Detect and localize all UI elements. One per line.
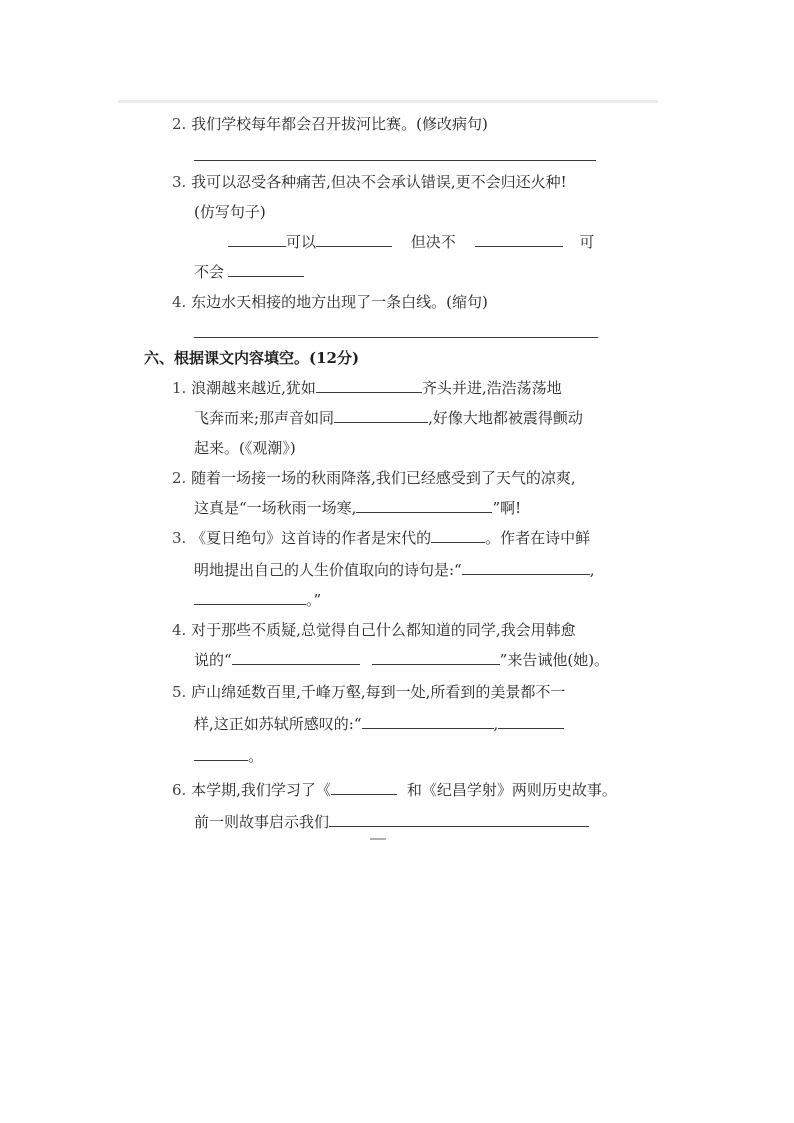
s6-q5-blank-1[interactable] [362, 714, 494, 729]
s6-q6-text-a: 本学期,我们学习了《 [191, 781, 331, 799]
s6-q3-text-b: 。作者在诗中鲜 [485, 529, 591, 547]
s6-q5-text-a: 庐山绵延数百里,千峰万壑,每到一处,所看到的美景都不一 [191, 683, 566, 701]
s5-q3 [172, 172, 567, 192]
s6-q2-blank-1[interactable] [356, 498, 492, 513]
page-number-mark [370, 838, 386, 846]
s6-q1-text-a: 浪潮越来越近,犹如 [191, 379, 316, 397]
s5-q3-frag3: 可 [579, 233, 595, 251]
s6-q5-text-b: 样,这正如苏轼所感叹的:“ [194, 715, 362, 733]
s6-q2-text-a: 随着一场接一场的秋雨降落,我们已经感受到了天气的凉爽, [191, 469, 576, 487]
s6-q4-blank-2[interactable] [372, 650, 500, 665]
s6-q1-text-d: ,好像大地都被震得颤动 [428, 409, 583, 427]
s6-q6-text-b: 和《纪昌学射》两则历史故事。 [406, 781, 617, 799]
s6-q1-line3: 起来。(《观潮》) [194, 439, 296, 457]
s6-q3-number: 3. [172, 529, 187, 547]
s5-q3-blank-2[interactable] [316, 232, 392, 247]
s6-q3-text-d: , [589, 561, 595, 579]
s6-q3-blank-3[interactable] [194, 590, 306, 605]
s6-q1-blank-2[interactable] [334, 408, 428, 423]
s6-q5-number: 5. [172, 683, 187, 701]
s6-q5-line1 [172, 682, 565, 702]
s6-q1-line1 [172, 378, 562, 398]
s6-q6-line1 [172, 780, 617, 800]
s5-q3-frag2: 但决不 [410, 233, 456, 251]
s5-q4-number: 4. [172, 293, 187, 311]
section-6-heading: 六、根据课文内容填空。(12分) [144, 349, 360, 367]
s5-q2 [172, 114, 488, 134]
s6-q2-line1 [172, 468, 576, 488]
s6-q1-line2 [194, 408, 583, 428]
s6-q1-number: 1. [172, 379, 187, 397]
s6-q6-text-c: 前一则故事启示我们 [194, 813, 330, 831]
s6-q6-blank-1[interactable] [331, 780, 397, 795]
s6-q4-text-b: 说的“ [194, 651, 232, 669]
s6-q4-line2 [194, 650, 609, 670]
s6-q5-line2 [194, 714, 564, 734]
s6-q5-blank-2[interactable] [498, 714, 564, 729]
s6-q5-text-d: 。 [248, 747, 264, 765]
s5-q3-frag4: 不会 [194, 263, 225, 281]
s5-q2-answer-line [194, 160, 596, 161]
s6-q2-number: 2. [172, 469, 187, 487]
s6-q3-line3 [194, 590, 321, 610]
s6-q1-text-c: 飞奔而来;那声音如同 [194, 409, 335, 427]
s5-q4-text: 东边水天相接的地方出现了一条白线。(缩句) [191, 293, 488, 311]
s5-q3-blank-3[interactable] [475, 232, 563, 247]
s5-q3-text: 我可以忍受各种痛苦,但决不会承认错误,更不会归还火种! [191, 173, 567, 191]
s5-q2-number: 2. [172, 115, 187, 133]
s6-q4-blank-1[interactable] [232, 650, 360, 665]
s6-q2-line2 [194, 498, 521, 518]
s6-q3-text-c: 明地提出自己的人生价值取向的诗句是:“ [194, 561, 462, 579]
s6-q3-text-e: 。” [306, 591, 322, 609]
s6-q2-text-c: ”啊! [492, 499, 522, 517]
s5-q3-template-line2 [194, 262, 304, 282]
s6-q6-line2 [194, 812, 589, 832]
s5-q3-hint: (仿写句子) [194, 203, 266, 221]
s6-q1-blank-1[interactable] [316, 378, 422, 393]
s6-q5-line3 [194, 746, 263, 766]
s5-q2-text: 我们学校每年都会召开拔河比赛。(修改病句) [191, 115, 488, 133]
s6-q1-text-b: 齐头并进,浩浩荡荡地 [421, 379, 562, 397]
s5-q3-blank-4[interactable] [228, 262, 304, 277]
s5-q4-answer-line [194, 337, 598, 338]
s6-q3-line1 [172, 528, 590, 548]
s5-q3-frag1: 可以 [286, 233, 317, 251]
scan-top-edge [118, 100, 658, 103]
s6-q4-text-c: ”来告诫他(她)。 [499, 651, 610, 669]
s5-q3-template-line1 [228, 232, 594, 252]
s6-q4-text-a: 对于那些不质疑,总觉得自己什么都知道的同学,我会用韩愈 [191, 621, 576, 639]
s6-q2-text-b: 这真是“一场秋雨一场寒, [194, 499, 357, 517]
s6-q3-line2 [194, 560, 595, 580]
s5-q3-number: 3. [172, 173, 187, 191]
s6-q6-blank-2[interactable] [329, 812, 589, 827]
s6-q4-number: 4. [172, 621, 187, 639]
s6-q5-text-c: , [493, 715, 499, 733]
s6-q3-blank-1[interactable] [431, 528, 485, 543]
s6-q5-blank-3[interactable] [194, 746, 248, 761]
s6-q3-blank-2[interactable] [462, 560, 590, 575]
s6-q3-text-a: 《夏日绝句》这首诗的作者是宋代的 [191, 529, 432, 547]
s6-q4-line1 [172, 620, 576, 640]
s5-q4 [172, 292, 488, 312]
s5-q3-blank-1[interactable] [228, 232, 286, 247]
s6-q6-number: 6. [172, 781, 187, 799]
